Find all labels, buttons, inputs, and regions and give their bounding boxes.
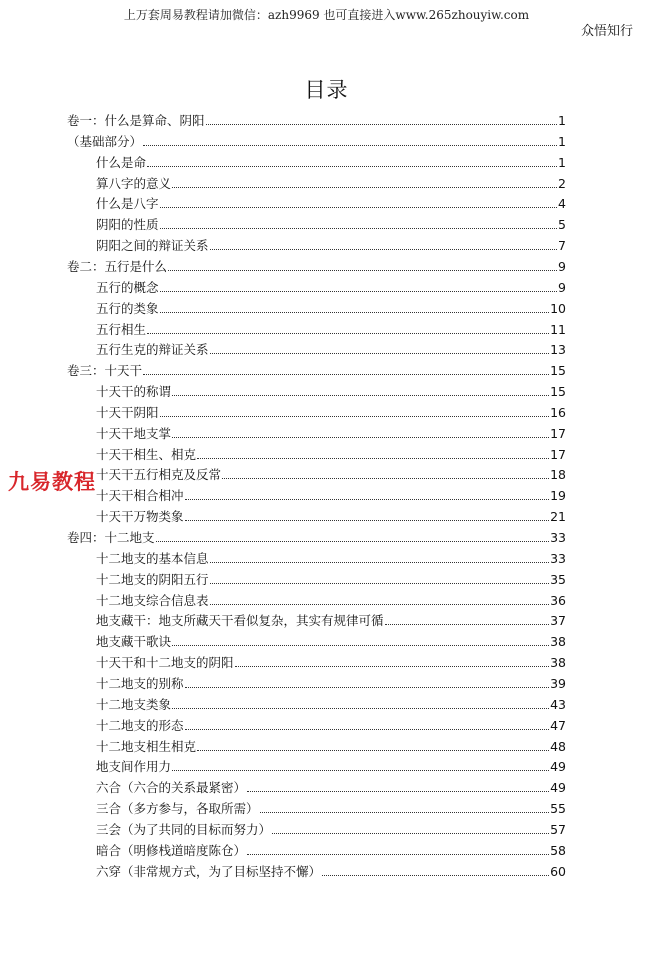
toc-entry-label: 卷二：五行是什么 bbox=[67, 258, 168, 274]
header-notice: 上万套周易教程请加微信：azh9969 也可直接进入www.265zhouyiw.com bbox=[123, 8, 530, 22]
toc-entry[interactable] bbox=[96, 755, 566, 775]
toc-entry[interactable] bbox=[96, 797, 566, 817]
toc-entry-page: 15 bbox=[550, 384, 566, 400]
toc-dot-leader bbox=[147, 166, 557, 167]
toc-entry-label: 地支间作用力 bbox=[96, 759, 172, 775]
toc-entry[interactable] bbox=[96, 234, 566, 254]
toc-dot-leader bbox=[185, 520, 550, 521]
toc-entry-page: 35 bbox=[550, 571, 566, 587]
toc-entry[interactable] bbox=[96, 651, 566, 671]
toc-entry-page: 18 bbox=[550, 467, 566, 483]
toc-entry[interactable] bbox=[96, 630, 566, 650]
toc-entry-page: 43 bbox=[550, 696, 566, 712]
toc-dot-leader bbox=[172, 395, 549, 396]
toc-entry-label: 三合（多方参与，各取所需） bbox=[96, 801, 259, 817]
toc-entry-page: 16 bbox=[550, 404, 566, 420]
toc-dot-leader bbox=[143, 145, 557, 146]
toc-entry-page: 19 bbox=[550, 488, 566, 504]
toc-dot-leader bbox=[143, 374, 549, 375]
toc-entry[interactable] bbox=[96, 463, 566, 483]
toc-dot-leader bbox=[160, 228, 558, 229]
toc-entry[interactable] bbox=[96, 151, 566, 171]
toc-entry[interactable] bbox=[67, 130, 566, 150]
toc-entry-page: 5 bbox=[558, 217, 566, 233]
toc-entry-label: 六合（六合的关系最紧密） bbox=[96, 780, 247, 796]
toc-entry-label: 什么是命 bbox=[96, 154, 147, 170]
toc-entry-label: 十二地支的形态 bbox=[96, 717, 184, 733]
toc-dot-leader bbox=[147, 333, 549, 334]
toc-entry-page: 10 bbox=[550, 300, 566, 316]
toc-entry-page: 17 bbox=[550, 425, 566, 441]
toc-entry-label: 十二地支类象 bbox=[96, 696, 172, 712]
header-brand: 众悟知行 bbox=[580, 24, 633, 39]
toc-entry-page: 11 bbox=[550, 321, 566, 337]
toc-entry-label: 卷三：十天干 bbox=[67, 363, 143, 379]
toc-entry[interactable] bbox=[67, 109, 566, 129]
toc-entry[interactable] bbox=[96, 672, 566, 692]
toc-entry[interactable] bbox=[96, 192, 566, 212]
toc-dot-leader bbox=[172, 770, 549, 771]
toc-entry-label: 十天干相生、相克 bbox=[96, 446, 197, 462]
toc-dot-leader bbox=[385, 624, 550, 625]
toc-entry-page: 1 bbox=[558, 133, 566, 149]
toc-dot-leader bbox=[160, 416, 550, 417]
toc-entry-label: 地支藏干：地支所藏天干看似复杂，其实有规律可循 bbox=[96, 613, 384, 629]
toc-dot-leader bbox=[172, 645, 549, 646]
toc-entry-label: 地支藏干歌诀 bbox=[96, 634, 172, 650]
toc-entry-page: 47 bbox=[550, 717, 566, 733]
toc-entry-page: 9 bbox=[558, 258, 566, 274]
toc-entry-label: 五行的概念 bbox=[96, 279, 159, 295]
toc-entry-page: 57 bbox=[550, 821, 566, 837]
watermark-logo: 九易教程 bbox=[8, 470, 96, 494]
toc-dot-leader bbox=[210, 604, 550, 605]
toc-entry[interactable] bbox=[96, 818, 566, 838]
toc-dot-leader bbox=[235, 666, 550, 667]
toc-dot-leader bbox=[160, 312, 550, 313]
toc-entry[interactable] bbox=[96, 276, 566, 296]
toc-dot-leader bbox=[160, 207, 558, 208]
toc-entry[interactable] bbox=[96, 318, 566, 338]
toc-entry-label: 阴阳的性质 bbox=[96, 217, 159, 233]
toc-entry-label: 五行生克的辩证关系 bbox=[96, 342, 209, 358]
toc-dot-leader bbox=[222, 478, 549, 479]
toc-entry[interactable] bbox=[96, 297, 566, 317]
toc-entry-label: 十天干五行相克及反常 bbox=[96, 467, 222, 483]
toc-dot-leader bbox=[185, 729, 550, 730]
toc-entry-label: 十二地支的别称 bbox=[96, 675, 184, 691]
toc-dot-leader bbox=[172, 708, 549, 709]
toc-entry[interactable] bbox=[96, 568, 566, 588]
toc-dot-leader bbox=[247, 854, 549, 855]
toc-dot-leader bbox=[197, 458, 549, 459]
toc-entry[interactable] bbox=[96, 422, 566, 442]
toc-dot-leader bbox=[210, 353, 550, 354]
toc-entry[interactable] bbox=[96, 401, 566, 421]
toc-entry-label: 十天干阴阳 bbox=[96, 404, 159, 420]
toc-dot-leader bbox=[168, 270, 557, 271]
toc-entry-page: 36 bbox=[550, 592, 566, 608]
toc-entry-page: 60 bbox=[550, 863, 566, 879]
toc-dot-leader bbox=[185, 499, 550, 500]
toc-entry[interactable] bbox=[96, 380, 566, 400]
toc-entry-page: 21 bbox=[550, 509, 566, 525]
toc-entry-page: 38 bbox=[550, 655, 566, 671]
toc-entry-page: 4 bbox=[558, 196, 566, 212]
toc-entry-label: 暗合（明修栈道暗度陈仓） bbox=[96, 842, 247, 858]
toc-entry[interactable] bbox=[96, 839, 566, 859]
toc-dot-leader bbox=[210, 562, 550, 563]
toc-entry[interactable] bbox=[96, 776, 566, 796]
toc-entry-label: 五行的类象 bbox=[96, 300, 159, 316]
toc-entry-page: 37 bbox=[550, 613, 566, 629]
toc-entry-page: 1 bbox=[558, 154, 566, 170]
toc-entry-page: 48 bbox=[550, 738, 566, 754]
toc-dot-leader bbox=[197, 750, 549, 751]
page-title: 目录 bbox=[304, 78, 349, 102]
toc-entry-label: 阴阳之间的辩证关系 bbox=[96, 238, 209, 254]
toc-entry-label: 十天干相合相冲 bbox=[96, 488, 184, 504]
toc-entry[interactable] bbox=[96, 735, 566, 755]
toc-entry-label: 算八字的意义 bbox=[96, 175, 172, 191]
toc-entry[interactable] bbox=[96, 443, 566, 463]
toc-entry[interactable] bbox=[96, 172, 566, 192]
toc-entry-label: 卷四：十二地支 bbox=[67, 530, 155, 545]
toc-entry-label: 十天干万物类象 bbox=[96, 509, 184, 525]
toc-entry[interactable] bbox=[96, 213, 566, 233]
toc-entry-label: 十二地支相生相克 bbox=[96, 738, 197, 754]
toc-dot-leader bbox=[206, 124, 558, 125]
toc-entry-page: 7 bbox=[558, 238, 566, 254]
toc-dot-leader bbox=[172, 187, 557, 188]
toc-entry-label: 十二地支的阴阳五行 bbox=[96, 571, 209, 587]
toc-entry[interactable] bbox=[67, 359, 566, 379]
toc-entry-page: 58 bbox=[550, 842, 566, 858]
toc-entry-label: 十天干和十二地支的阴阳 bbox=[96, 655, 234, 671]
toc-entry-page: 38 bbox=[550, 634, 566, 650]
toc-dot-leader bbox=[185, 687, 550, 688]
toc-entry[interactable] bbox=[67, 526, 566, 546]
toc-entry[interactable] bbox=[96, 547, 566, 567]
toc-entry-label: 六穿（非常规方式，为了目标坚持不懈） bbox=[96, 863, 322, 879]
toc-entry-label: 卷一：什么是算命、阴阳 bbox=[67, 113, 205, 128]
toc-dot-leader bbox=[322, 875, 549, 876]
toc-entry-label: 什么是八字 bbox=[96, 196, 159, 212]
toc-entry-page: 49 bbox=[550, 759, 566, 775]
toc-entry[interactable] bbox=[67, 255, 566, 275]
toc-entry-label: 三会（为了共同的目标而努力） bbox=[96, 821, 272, 837]
toc-entry-label: 五行相生 bbox=[96, 321, 147, 337]
toc-entry-label: （基础部分） bbox=[67, 133, 143, 149]
toc-entry[interactable] bbox=[96, 589, 566, 609]
toc-entry[interactable] bbox=[96, 505, 566, 525]
toc-dot-leader bbox=[156, 541, 550, 542]
toc-entry[interactable] bbox=[96, 338, 566, 358]
toc-entry-page: 17 bbox=[550, 446, 566, 462]
toc-entry-page: 2 bbox=[558, 175, 566, 191]
toc-entry-label: 十二地支综合信息表 bbox=[96, 592, 209, 608]
toc-dot-leader bbox=[172, 437, 549, 438]
toc-entry[interactable] bbox=[96, 693, 566, 713]
toc-dot-leader bbox=[247, 791, 549, 792]
toc-entry[interactable] bbox=[96, 484, 566, 504]
toc-entry-label: 十二地支的基本信息 bbox=[96, 550, 209, 566]
toc-entry-page: 49 bbox=[550, 780, 566, 796]
toc-entry[interactable] bbox=[96, 609, 566, 629]
toc-entry[interactable] bbox=[96, 860, 566, 880]
toc-dot-leader bbox=[210, 583, 550, 584]
toc-entry-page: 33 bbox=[550, 550, 566, 566]
toc-entry-page: 9 bbox=[558, 279, 566, 295]
toc-entry-label: 十天干地支掌 bbox=[96, 425, 172, 441]
toc-dot-leader bbox=[160, 291, 558, 292]
toc-entry-page: 1 bbox=[558, 113, 566, 128]
toc-dot-leader bbox=[272, 833, 549, 834]
toc-entry-page: 55 bbox=[550, 801, 566, 817]
toc-entry-label: 十天干的称谓 bbox=[96, 384, 172, 400]
toc-entry-page: 39 bbox=[550, 675, 566, 691]
toc-dot-leader bbox=[260, 812, 550, 813]
toc-entry-page: 13 bbox=[550, 342, 566, 358]
toc-entry-page: 33 bbox=[550, 530, 566, 545]
toc-dot-leader bbox=[210, 249, 558, 250]
toc-entry-page: 15 bbox=[550, 363, 566, 379]
toc-entry[interactable] bbox=[96, 714, 566, 734]
